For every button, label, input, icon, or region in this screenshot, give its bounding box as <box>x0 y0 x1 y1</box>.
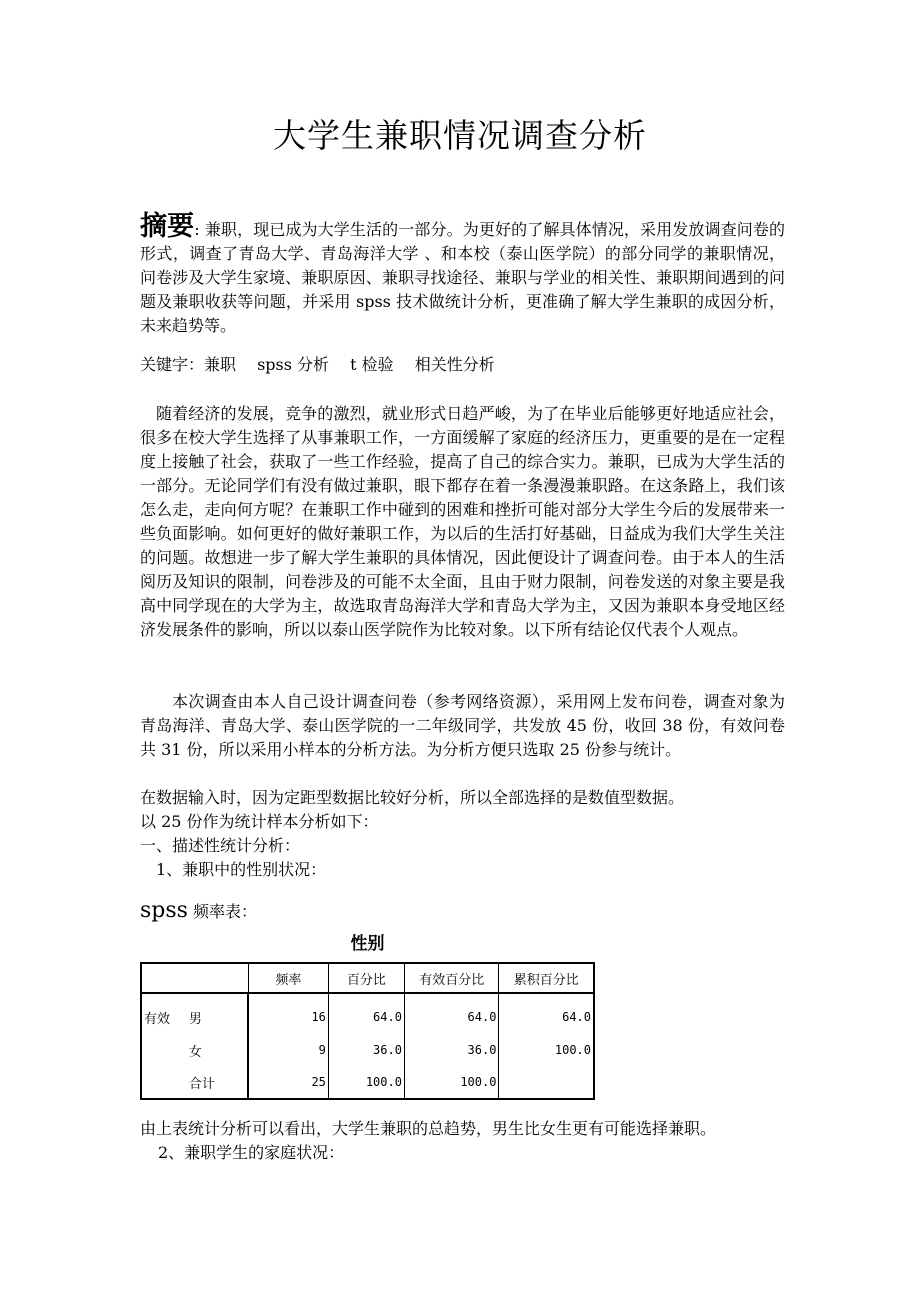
subheading-gender: 1、兼职中的性别状况： <box>140 860 327 879</box>
cell-cumulative-percent: 64.0 <box>499 993 594 1034</box>
section-lines <box>140 786 785 882</box>
row-group-label <box>141 1066 187 1099</box>
header-frequency: 频率 <box>248 963 328 993</box>
cell-percent: 64.0 <box>328 993 404 1034</box>
table-corner-cell <box>141 963 248 993</box>
cell-valid-percent: 64.0 <box>404 993 499 1034</box>
table-row <box>141 1066 594 1099</box>
table-row <box>141 993 594 1034</box>
header-cumulative-percent: 累积百分比 <box>499 963 594 993</box>
header-percent: 百分比 <box>328 963 404 993</box>
table-row <box>141 1034 594 1066</box>
cell-frequency: 16 <box>248 993 328 1034</box>
frequency-table <box>140 962 595 1100</box>
document-title: 大学生兼职情况调查分析 <box>273 116 647 155</box>
cell-frequency: 25 <box>248 1066 328 1099</box>
row-label: 合计 <box>187 1066 249 1099</box>
spss-frequency-label <box>140 897 257 926</box>
table-header-row <box>141 963 594 993</box>
paragraph-survey-method: 本次调查由本人自己设计调查问卷（参考网络资源），采用网上发布问卷，调查对象为青岛海洋、青岛大学、泰山医学院的一二年级同学，共发放 45 份，收回 38 份，有效问卷共 31 份，所以采用小样本的分析方法。为分析方便只选取 25 份参与统计。 <box>140 692 785 759</box>
row-group-label <box>141 1034 187 1066</box>
cell-cumulative-percent: 100.0 <box>499 1034 594 1066</box>
conclusion-text: 由上表统计分析可以看出，大学生兼职的总趋势，男生比女生更有可能选择兼职。 <box>140 1119 717 1138</box>
row-label: 男 <box>188 1011 202 1027</box>
spss-label-small: 频率表： <box>187 902 258 921</box>
row-group-label: 有效 <box>141 993 187 1034</box>
data-input-line: 在数据输入时，因为定距型数据比较好分析，所以全部选择的是数值型数据。 <box>140 788 685 807</box>
spss-label-big: spss <box>140 898 188 923</box>
cell-percent: 100.0 <box>328 1066 404 1099</box>
section-heading-descriptive: 一、描述性统计分析： <box>140 836 301 855</box>
sample-line: 以 25 份作为统计样本分析如下： <box>140 812 379 831</box>
cell-valid-percent: 100.0 <box>404 1066 499 1099</box>
keywords-line: 关键字：兼职 spss 分析 t 检验 相关性分析 <box>140 355 495 374</box>
cell-frequency: 9 <box>248 1034 328 1066</box>
abstract <box>140 211 786 338</box>
cell-cumulative-percent <box>499 1066 594 1099</box>
table-caption: 性别 <box>350 934 385 954</box>
cell-valid-percent: 36.0 <box>404 1034 499 1066</box>
cell-percent: 36.0 <box>328 1034 404 1066</box>
abstract-text: : 兼职，现已成为大学生活的一部分。为更好的了解具体情况，采用发放调查问卷的形式，调查了青岛大学、青岛海洋大学 、和本校（泰山医学院）的部分同学的兼职情况，问卷涉及大学生家境、兼职原因、兼职寻找途径、兼职与学业的相关性、兼职期间遇到的问题及兼职收获等问题，并采用 spss 技术做统计分析，更准确了解大学生兼职的成因分析，未来趋势等。 <box>140 220 786 335</box>
row-label: 女 <box>188 1044 202 1060</box>
subheading-family: 2、兼职学生的家庭状况： <box>158 1143 345 1162</box>
paragraph-introduction: 随着经济的发展，竞争的激烈，就业形式日趋严峻，为了在毕业后能够更好地适应社会，很多在校大学生选择了从事兼职工作，一方面缓解了家庭的经济压力，更重要的是在一定程度上接触了社会，获取了一些工作经验，提高了自己的综合实力。兼职，已成为大学生活的一部分。无论同学们有没有做过兼职，眼下都存在着一条漫漫兼职路。在这条路上，我们该怎么走，走向何方呢？在兼职工作中碰到的困难和挫折可能对部分大学生今后的发展带来一些负面影响。如何更好的做好兼职工作，为以后的生活打好基础，日益成为我们大学生关注的问题。故想进一步了解大学生兼职的具体情况，因此便设计了调查问卷。由于本人的生活阅历及知识的限制，问卷涉及的可能不太全面，且由于财力限制，问卷发送的对象主要是我高中同学现在的大学为主，故选取青岛海洋大学和青岛大学为主，又因为兼职本身受地区经济发展条件的影响，所以以泰山医学院作为比较对象。以下所有结论仅代表个人观点。 <box>140 404 785 639</box>
header-valid-percent: 有效百分比 <box>404 963 499 993</box>
abstract-heading: 摘要 <box>140 211 195 242</box>
